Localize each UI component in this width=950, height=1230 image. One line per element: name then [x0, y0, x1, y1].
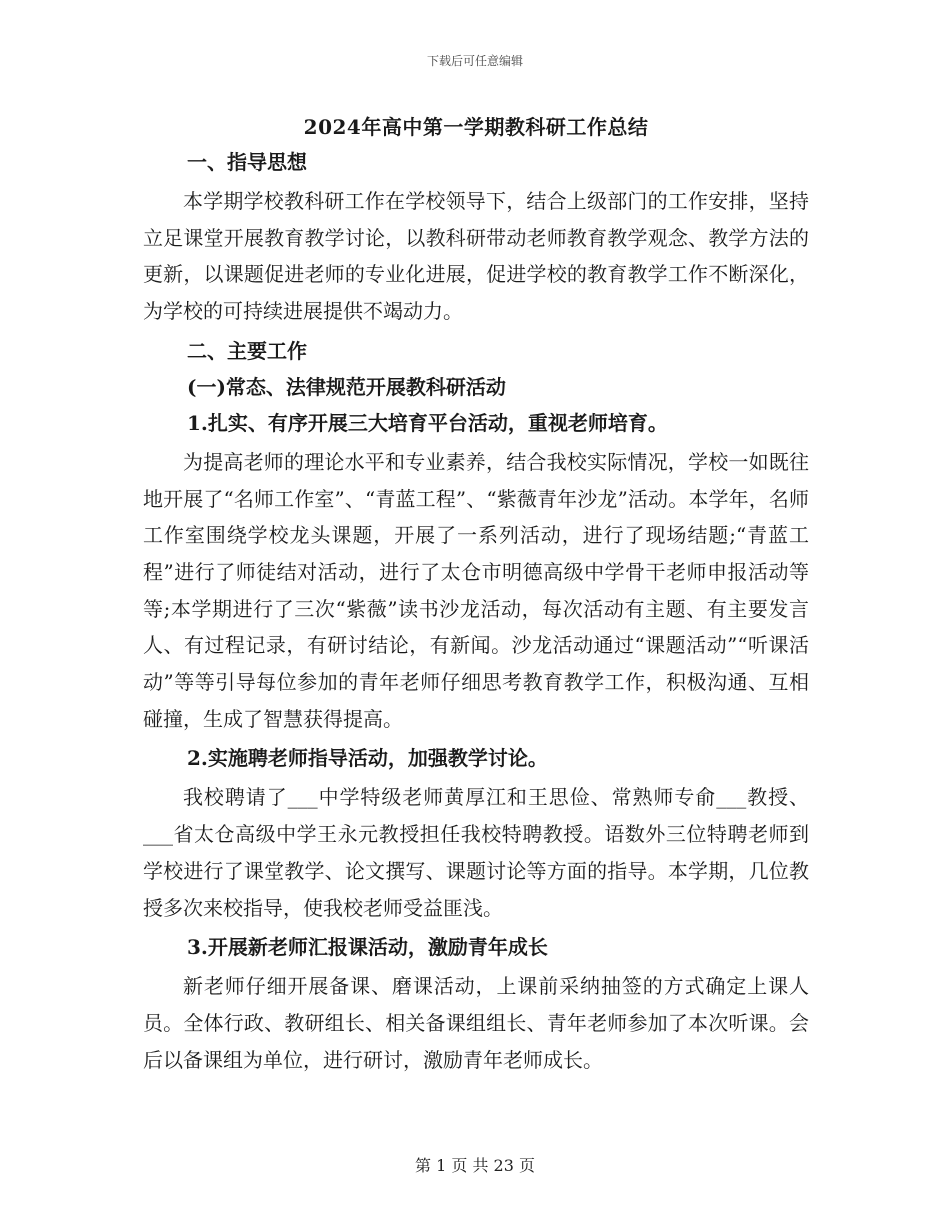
section-main-work: [143, 336, 809, 402]
page-number: 第 1 页 共 23 页: [415, 1156, 535, 1175]
section-guiding-thought: [143, 147, 809, 330]
item-paragraph: 为提高老师的理论水平和专业素养，结合我校实际情况，学校一如既往地开展了“名师工作室”、“青蓝工程”、“紫薇青年沙龙”活动。本学年，名师工作室围绕学校龙头课题，开展了一系列活动，进行了现场结题;“青蓝工程”进行了师徒结对活动，进行了太仓市明德高级中学骨干老师申报活动等等;本学期进行了三次“紫薇”读书沙龙活动，每次活动有主题、有主要发言人、有过程记录，有研讨结论，有新闻。沙龙活动通过“课题活动”“听课活动”等等引导每位参加的青年老师仔细思考教育教学工作，积极沟通、互相碰撞，生成了智慧获得提高。: [143, 449, 809, 731]
page-header-note: 下载后可任意编辑: [426, 54, 523, 68]
document-body: [143, 112, 809, 1084]
section-paragraph: 本学期学校教科研工作在学校领导下，结合上级部门的工作安排，坚持立足课堂开展教育教学讨论，以教科研带动老师教育教学观念、教学方法的更新，以课题促进老师的专业化进展，促进学校的教育教学工作不断深化，为学校的可持续进展提供不竭动力。: [143, 189, 809, 324]
section-heading: 二、主要工作: [187, 338, 307, 363]
item-paragraph: 新老师仔细开展备课、磨课活动，上课前采纳抽签的方式确定上课人员。全体行政、教研组长、相关备课组组长、青年老师参加了本次听课。会后以备课组为单位，进行研讨，激励青年老师成长。: [143, 974, 809, 1072]
section-item-3: [143, 932, 809, 1078]
section-item-2: [143, 743, 809, 926]
section-item-1: [143, 408, 809, 738]
item-paragraph: 我校聘请了___中学特级老师黄厚江和王思俭、常熟师专俞___教授、___省太仓高级中学王永元教授担任我校特聘教授。语数外三位特聘老师到学校进行了课堂教学、论文撰写、课题讨论等方面的指导。本学期，几位教授多次来校指导，使我校老师受益匪浅。: [143, 785, 809, 920]
section-subheading: (一)常态、法律规范开展教科研活动: [187, 374, 506, 399]
document-title: 2024年高中第一学期教科研工作总结: [303, 115, 649, 139]
item-heading: 1.扎实、有序开展三大培育平台活动，重视老师培育。: [187, 410, 668, 435]
section-heading: 一、指导思想: [187, 150, 307, 174]
item-heading: 3.开展新老师汇报课活动，激励青年成长: [187, 935, 548, 960]
item-heading: 2.实施聘老师指导活动，加强教学讨论。: [187, 746, 548, 771]
